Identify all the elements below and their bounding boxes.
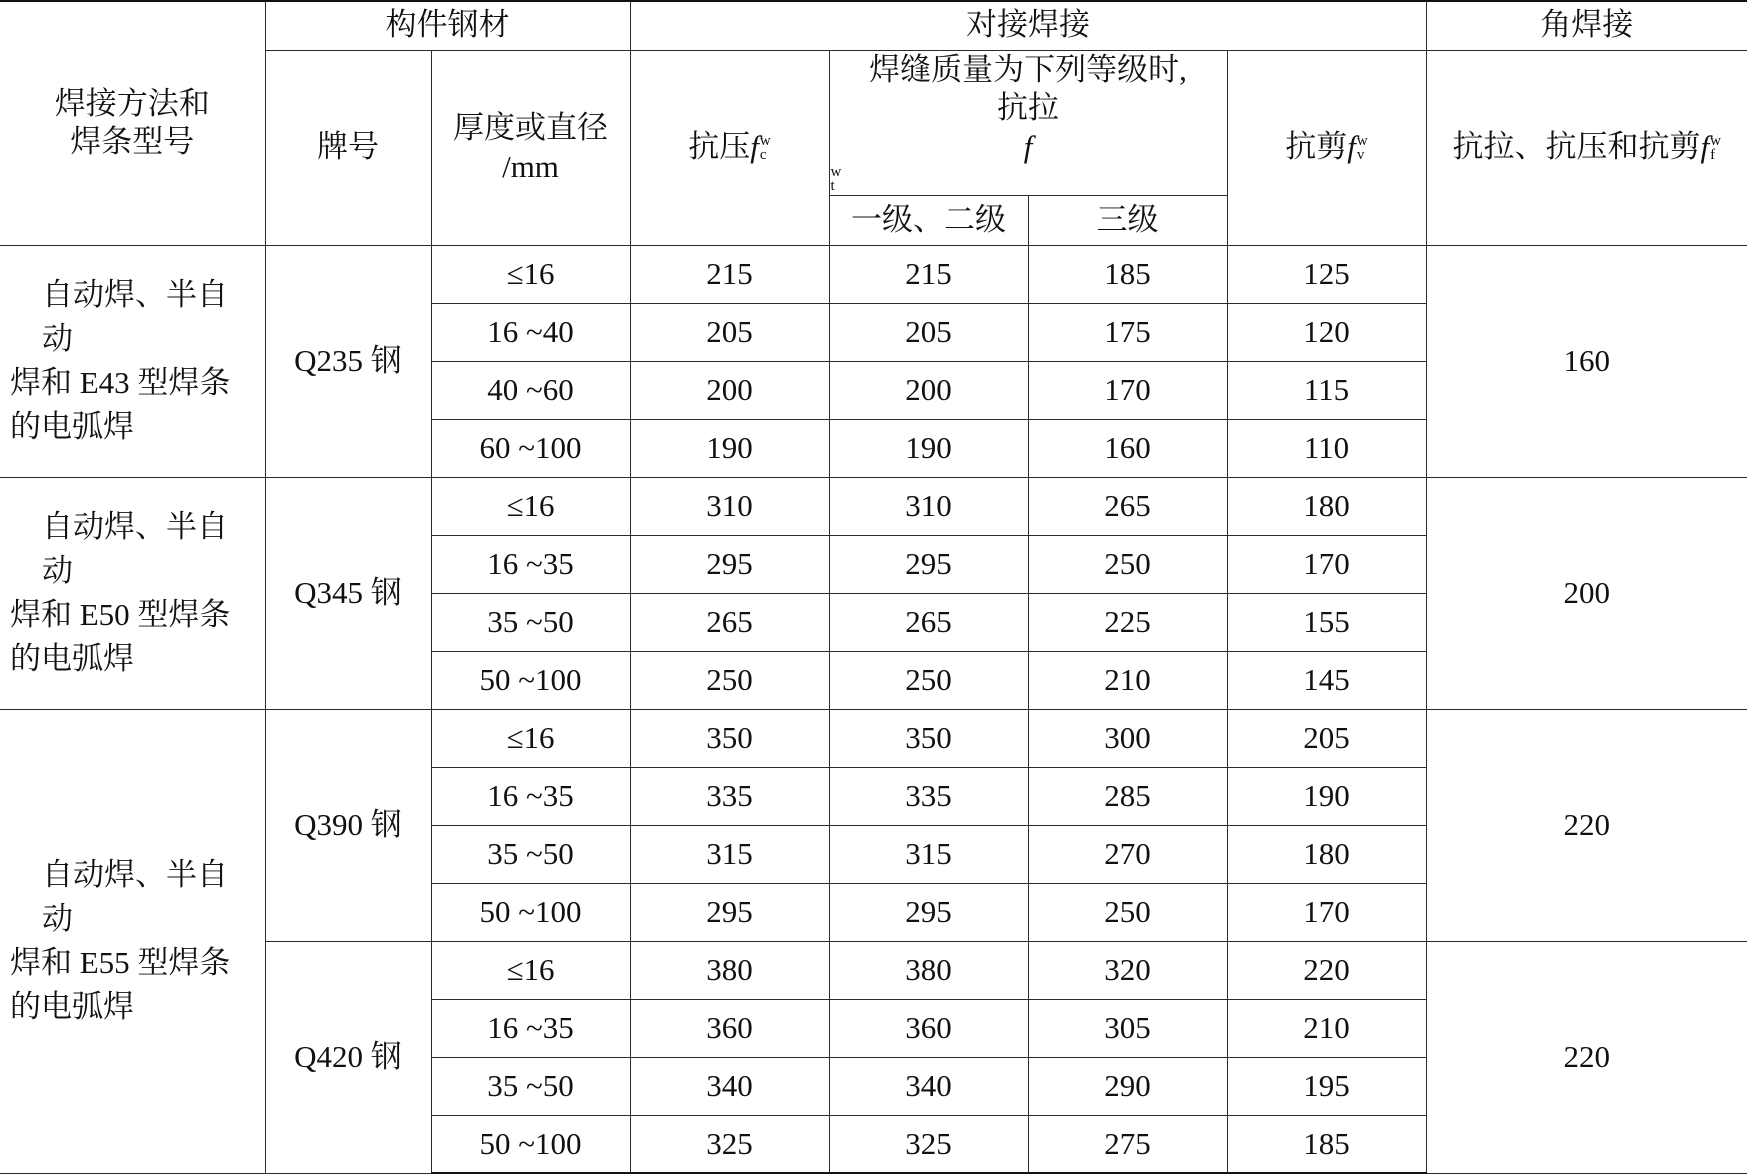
header-grade-3: 三级 bbox=[1028, 195, 1227, 245]
shear-value: 125 bbox=[1227, 245, 1426, 303]
compression-value: 335 bbox=[630, 767, 829, 825]
tension-grade-1-2-value: 205 bbox=[829, 303, 1028, 361]
fillet-value: 160 bbox=[1426, 245, 1747, 477]
tension-grade-1-2-value: 325 bbox=[829, 1115, 1028, 1173]
thickness-cell: ≤16 bbox=[431, 477, 630, 535]
steel-grade-cell: Q345 钢 bbox=[265, 477, 431, 709]
shear-value: 115 bbox=[1227, 361, 1426, 419]
tension-sup: w bbox=[830, 163, 842, 180]
header-shear bbox=[1227, 50, 1426, 245]
tension-grade-3-value: 265 bbox=[1028, 477, 1227, 535]
header-thickness-line: 厚度或直径 bbox=[453, 109, 608, 145]
header-compression-label: 抗压 bbox=[688, 129, 751, 165]
fillet-value: 220 bbox=[1426, 941, 1747, 1173]
shear-supsub bbox=[1357, 134, 1368, 162]
shear-value: 180 bbox=[1227, 825, 1426, 883]
tension-grade-3-value: 185 bbox=[1028, 245, 1227, 303]
shear-value: 120 bbox=[1227, 303, 1426, 361]
compression-value: 215 bbox=[630, 245, 829, 303]
header-fillet-weld: 角焊接 bbox=[1426, 1, 1747, 50]
tension-grade-1-2-value: 380 bbox=[829, 941, 1028, 999]
header-tension-label bbox=[830, 89, 1227, 195]
thickness-cell: 16 ~35 bbox=[431, 999, 630, 1057]
tension-grade-3-value: 225 bbox=[1028, 593, 1227, 651]
tension-grade-1-2-value: 250 bbox=[829, 651, 1028, 709]
table-row bbox=[0, 709, 1747, 767]
weld-method-line: 焊和 E50 型焊条 bbox=[10, 597, 231, 633]
weld-method-line: 自动焊、半自动 bbox=[42, 857, 228, 937]
compression-value: 315 bbox=[630, 825, 829, 883]
header-method-line: 焊条型号 bbox=[70, 124, 195, 160]
header-tension bbox=[829, 50, 1227, 195]
tension-grade-3-value: 250 bbox=[1028, 883, 1227, 941]
tension-grade-1-2-value: 360 bbox=[829, 999, 1028, 1057]
shear-value: 185 bbox=[1227, 1115, 1426, 1173]
compression-supsub bbox=[760, 134, 771, 162]
tension-grade-1-2-value: 295 bbox=[829, 883, 1028, 941]
thickness-cell: 50 ~100 bbox=[431, 1115, 630, 1173]
compression-sup: w bbox=[759, 133, 771, 150]
tension-grade-3-value: 290 bbox=[1028, 1057, 1227, 1115]
compression-symbol: f bbox=[750, 129, 759, 165]
shear-sub: v bbox=[1356, 147, 1365, 164]
compression-sub: c bbox=[759, 147, 767, 164]
shear-value: 180 bbox=[1227, 477, 1426, 535]
thickness-cell: 16 ~35 bbox=[431, 767, 630, 825]
header-fillet-label: 抗拉、抗压和抗剪 bbox=[1452, 129, 1701, 165]
tension-grade-3-value: 275 bbox=[1028, 1115, 1227, 1173]
compression-value: 295 bbox=[630, 535, 829, 593]
tension-grade-3-value: 250 bbox=[1028, 535, 1227, 593]
tension-supsub bbox=[831, 165, 1227, 193]
tension-grade-3-value: 170 bbox=[1028, 361, 1227, 419]
header-member-steel: 构件钢材 bbox=[265, 1, 630, 50]
header-thickness bbox=[431, 50, 630, 245]
tension-grade-1-2-value: 315 bbox=[829, 825, 1028, 883]
compression-value: 380 bbox=[630, 941, 829, 999]
tension-grade-1-2-value: 190 bbox=[829, 419, 1028, 477]
tension-grade-1-2-value: 295 bbox=[829, 535, 1028, 593]
header-tension-note: 焊缝质量为下列等级时, bbox=[869, 51, 1187, 87]
tension-label-text: 抗拉 bbox=[997, 90, 1059, 126]
weld-method-line: 自动焊、半自动 bbox=[42, 277, 228, 357]
compression-value: 360 bbox=[630, 999, 829, 1057]
header-grade-1-2: 一级、二级 bbox=[829, 195, 1028, 245]
shear-value: 210 bbox=[1227, 999, 1426, 1057]
header-compression bbox=[630, 50, 829, 245]
compression-value: 200 bbox=[630, 361, 829, 419]
compression-value: 190 bbox=[630, 419, 829, 477]
shear-value: 195 bbox=[1227, 1057, 1426, 1115]
compression-value: 310 bbox=[630, 477, 829, 535]
thickness-cell: 35 ~50 bbox=[431, 593, 630, 651]
thickness-cell: 60 ~100 bbox=[431, 419, 630, 477]
table-body bbox=[0, 245, 1747, 1173]
thickness-cell: ≤16 bbox=[431, 941, 630, 999]
shear-value: 190 bbox=[1227, 767, 1426, 825]
fillet-sub: f bbox=[1710, 147, 1716, 164]
weld-method-line: 的电弧焊 bbox=[10, 641, 134, 677]
table-row bbox=[0, 245, 1747, 303]
tension-grade-3-value: 210 bbox=[1028, 651, 1227, 709]
compression-value: 325 bbox=[630, 1115, 829, 1173]
shear-value: 170 bbox=[1227, 535, 1426, 593]
weld-method-cell bbox=[0, 245, 265, 477]
header-butt-weld: 对接焊接 bbox=[630, 1, 1426, 50]
shear-sup: w bbox=[1356, 133, 1368, 150]
header-grade: 牌号 bbox=[265, 50, 431, 245]
fillet-value: 220 bbox=[1426, 709, 1747, 941]
tension-sub: t bbox=[830, 177, 835, 194]
tension-grade-3-value: 270 bbox=[1028, 825, 1227, 883]
thickness-cell: 50 ~100 bbox=[431, 883, 630, 941]
steel-grade-cell: Q420 钢 bbox=[265, 941, 431, 1173]
thickness-cell: ≤16 bbox=[431, 245, 630, 303]
tension-grade-3-value: 305 bbox=[1028, 999, 1227, 1057]
tension-grade-1-2-value: 200 bbox=[829, 361, 1028, 419]
table-header bbox=[0, 1, 1747, 245]
tension-grade-3-value: 285 bbox=[1028, 767, 1227, 825]
header-fillet bbox=[1426, 50, 1747, 245]
shear-value: 145 bbox=[1227, 651, 1426, 709]
steel-grade-cell: Q390 钢 bbox=[265, 709, 431, 941]
thickness-cell: ≤16 bbox=[431, 709, 630, 767]
tension-grade-3-value: 300 bbox=[1028, 709, 1227, 767]
thickness-cell: 35 ~50 bbox=[431, 825, 630, 883]
thickness-cell: 35 ~50 bbox=[431, 1057, 630, 1115]
compression-value: 250 bbox=[630, 651, 829, 709]
tension-grade-3-value: 320 bbox=[1028, 941, 1227, 999]
shear-value: 155 bbox=[1227, 593, 1426, 651]
header-method bbox=[0, 1, 265, 245]
tension-grade-1-2-value: 265 bbox=[829, 593, 1028, 651]
fillet-sup: w bbox=[1710, 133, 1721, 150]
tension-grade-1-2-value: 310 bbox=[829, 477, 1028, 535]
header-shear-label: 抗剪 bbox=[1285, 129, 1348, 165]
steel-grade-cell: Q235 钢 bbox=[265, 245, 431, 477]
thickness-cell: 16 ~35 bbox=[431, 535, 630, 593]
table-row bbox=[0, 477, 1747, 535]
header-method-line: 焊接方法和 bbox=[54, 85, 210, 121]
compression-value: 205 bbox=[630, 303, 829, 361]
tension-grade-3-value: 160 bbox=[1028, 419, 1227, 477]
weld-method-cell bbox=[0, 709, 265, 1173]
weld-method-line: 焊和 E43 型焊条 bbox=[10, 365, 231, 401]
shear-value: 110 bbox=[1227, 419, 1426, 477]
thickness-cell: 16 ~40 bbox=[431, 303, 630, 361]
tension-grade-3-value: 175 bbox=[1028, 303, 1227, 361]
fillet-symbol: f bbox=[1700, 129, 1710, 165]
weld-method-line: 的电弧焊 bbox=[10, 409, 134, 445]
tension-grade-1-2-value: 215 bbox=[829, 245, 1028, 303]
weld-method-line: 自动焊、半自动 bbox=[42, 509, 228, 589]
fillet-supsub bbox=[1710, 134, 1721, 162]
tension-grade-1-2-value: 350 bbox=[829, 709, 1028, 767]
thickness-cell: 40 ~60 bbox=[431, 361, 630, 419]
compression-value: 350 bbox=[630, 709, 829, 767]
header-thickness-line: /mm bbox=[502, 148, 559, 184]
fillet-value: 200 bbox=[1426, 477, 1747, 709]
weld-method-cell bbox=[0, 477, 265, 709]
compression-value: 295 bbox=[630, 883, 829, 941]
shear-value: 205 bbox=[1227, 709, 1426, 767]
tension-symbol: f bbox=[1023, 129, 1033, 164]
weld-method-line: 的电弧焊 bbox=[10, 989, 134, 1025]
shear-symbol: f bbox=[1347, 129, 1356, 165]
thickness-cell: 50 ~100 bbox=[431, 651, 630, 709]
weld-method-line: 焊和 E55 型焊条 bbox=[10, 945, 231, 981]
compression-value: 340 bbox=[630, 1057, 829, 1115]
shear-value: 170 bbox=[1227, 883, 1426, 941]
compression-value: 265 bbox=[630, 593, 829, 651]
shear-value: 220 bbox=[1227, 941, 1426, 999]
tension-grade-1-2-value: 340 bbox=[829, 1057, 1028, 1115]
tension-grade-1-2-value: 335 bbox=[829, 767, 1028, 825]
